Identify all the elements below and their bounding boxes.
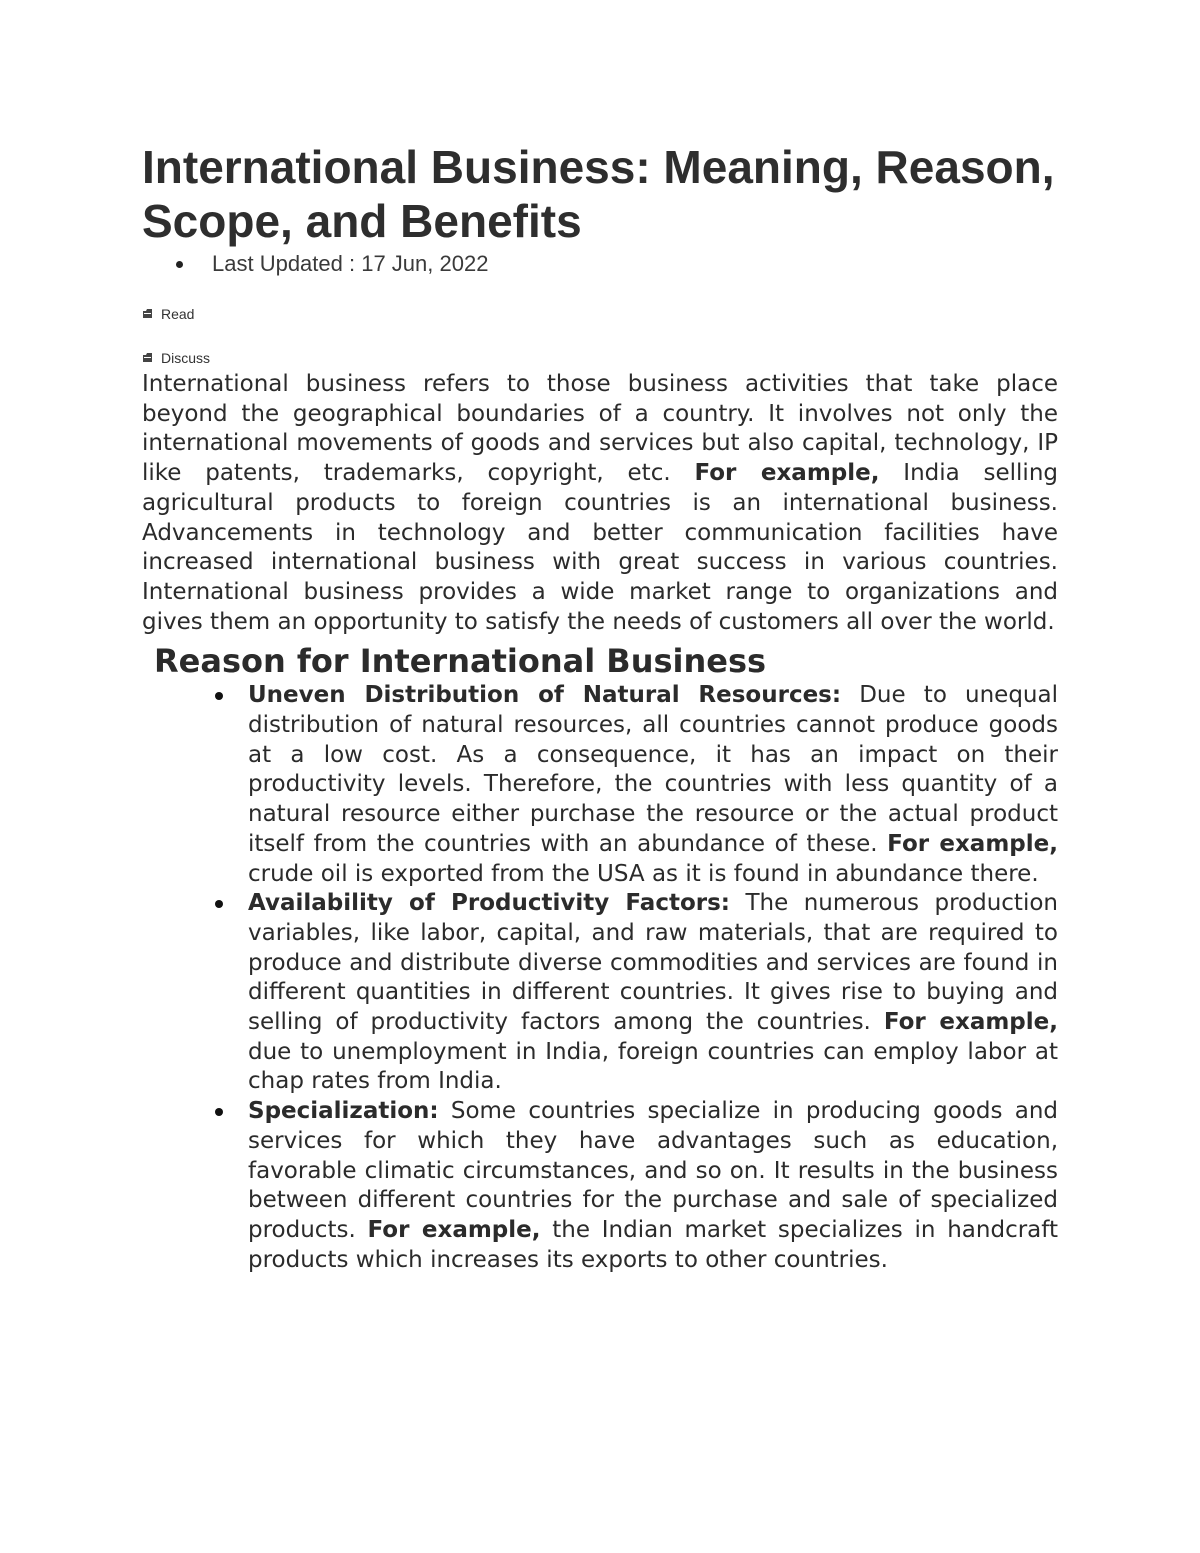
reason-text: due to unemployment in India, foreign countries can employ labor at chap rates from India.	[248, 1038, 1058, 1095]
section-heading: Reason for International Business	[154, 642, 767, 681]
last-updated	[142, 250, 1058, 278]
page-title: International Business: Meaning, Reason, Scope, and Benefits	[142, 141, 1055, 247]
discuss-button[interactable]	[142, 348, 1058, 368]
reason-text: Some countries specialize in producing goods and services for which they have advantages such as education, favorable climatic circumstances, and so on. It results in the business between different countries for the purchase and sale of specialized products.	[248, 1098, 1058, 1243]
list-item	[248, 1097, 1058, 1275]
read-icon	[142, 306, 153, 322]
reason-title: Specialization:	[248, 1098, 439, 1125]
read-label: Read	[161, 306, 195, 322]
intro-paragraph	[142, 370, 1058, 637]
bullet-dot	[215, 900, 223, 908]
reasons-list	[142, 681, 1058, 1275]
list-item	[248, 889, 1058, 1097]
reason-text: The numerous production variables, like labor, capital, and raw materials, that are required to produce and distribute diverse commodities and services are found in different quantities in different countries. It gives rise to buying and selling of productivity factors among the countries.	[248, 890, 1058, 1036]
reason-example-label: For example,	[367, 1216, 541, 1243]
discuss-icon	[142, 350, 153, 366]
last-updated-text: Last Updated : 17 Jun, 2022	[212, 251, 489, 276]
list-item	[248, 681, 1058, 889]
discuss-label: Discuss	[161, 350, 211, 366]
bullet-dot	[215, 692, 223, 700]
reason-title: Availability of Productivity Factors:	[248, 890, 730, 917]
bullet-dot	[176, 261, 183, 268]
reason-example-label: For example,	[883, 1009, 1058, 1036]
reason-example-label: For example,	[887, 830, 1058, 857]
article	[142, 140, 1058, 1275]
meta-list	[142, 250, 1058, 278]
reason-text: Due to unequal distribution of natural resources, all countries cannot produce goods at a low cost. As a consequence, it has an impact on their productivity levels. Therefore, the countries with less quantity of a natural resource either purchase the resource or the actual product itself from the countries with an abundance of these.	[248, 682, 1058, 857]
reason-title: Uneven Distribution of Natural Resources:	[248, 682, 842, 709]
intro-example-label: For example,	[694, 460, 880, 487]
intro-text-1: International business refers to those business activities that take place beyond the geographical boundaries of a country. It involves not only the international movements of goods and services but also capital, technology, IP like patents, trademarks, copyright, etc.	[142, 371, 1058, 487]
read-button[interactable]	[142, 304, 1058, 324]
bullet-dot	[215, 1108, 223, 1116]
reason-text: the Indian market specializes in handcraft products which increases its exports to other countries.	[248, 1216, 1058, 1273]
intro-text-2: India selling agricultural products to foreign countries is an international business. Advancements in technology and better communication facilities have increased international business with great success in various countries. International business provides a wide market range to organizations and gives them an opportunity to satisfy the needs of customers all over the world.	[142, 460, 1058, 635]
reason-text: crude oil is exported from the USA as it is found in abundance there.	[248, 860, 1039, 887]
